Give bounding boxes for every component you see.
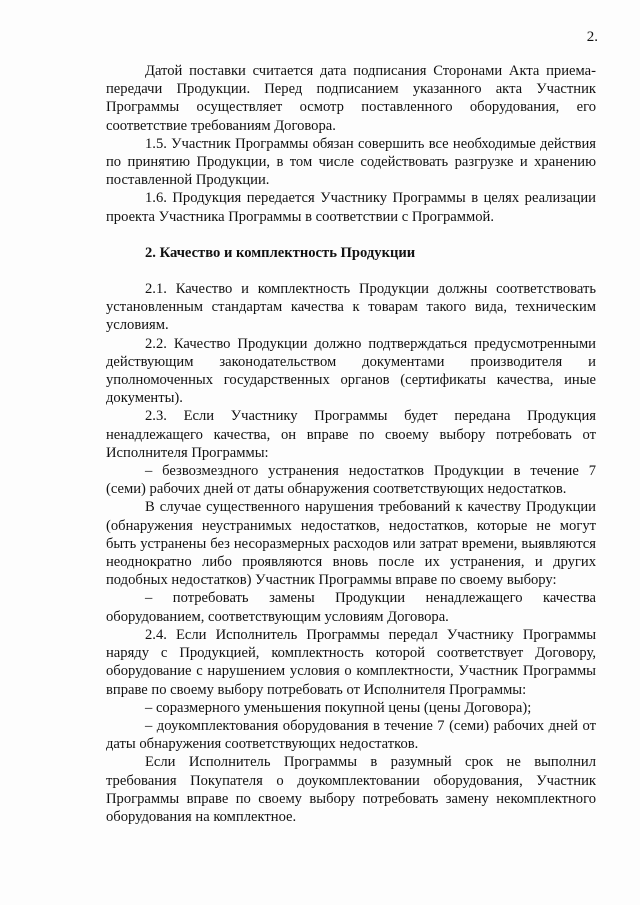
paragraph-1-5: 1.5. Участник Программы обязан совершить все необходимые действия по принятию Продукции, в том числе содействовать разгрузке и хранению поставленной Продукции.	[106, 135, 596, 189]
spacer	[106, 262, 596, 280]
paragraph-replacement-item: – потребовать замены Продукции ненадлежащего качества оборудованием, соответствующим условиям Договора.	[106, 590, 596, 625]
page-number: 2.	[586, 29, 598, 45]
paragraph-2-3: 2.3. Если Участнику Программы будет передана Продукция ненадлежащего качества, он вправе по своему выбору потребовать от Исполнителя Программы:	[106, 408, 596, 461]
paragraph-2-1: 2.1. Качество и комплектность Продукции должны соответствовать установленным стандартам качества к товарам такого вида, техническим условиям.	[106, 281, 596, 334]
paragraph-1-6: 1.6. Продукция передается Участнику Программы в целях реализации проекта Участника Программы в соответствии с Программой.	[106, 190, 596, 225]
paragraph-delivery-date: Датой поставки считается дата подписания Сторонами Акта приема-передачи Продукции. Перед подписанием указанного акта Участник Программы осуществляет осмотр поставленного оборудования, его соответствие требованиям Договора.	[106, 63, 596, 134]
document-body	[106, 62, 596, 826]
paragraph-incomplete-replacement: Если Исполнитель Программы в разумный срок не выполнил требования Покупателя о доукомплектовании оборудования, Участник Программы вправе по своему выбору потребовать замену некомплектного оборудования на комплектное.	[106, 754, 596, 825]
spacer	[106, 226, 596, 244]
paragraph-2-4-item-1: – соразмерного уменьшения покупной цены (цены Договора);	[145, 699, 532, 716]
section-2-heading: 2. Качество и комплектность Продукции	[145, 244, 416, 261]
paragraph-2-4-item-2: – доукомплектования оборудования в течение 7 (семи) рабочих дней от даты обнаружения соответствующих недостатков.	[106, 717, 596, 753]
paragraph-2-4: 2.4. Если Исполнитель Программы передал Участнику Программы наряду с Продукцией, комплектность которой соответствует Договору, оборудование с нарушением условия о комплектности, Участник Программы вправе по своему выбору потребовать от Исполнителя Программы:	[106, 626, 596, 698]
paragraph-2-3-item-1: – безвозмездного устранения недостатков Продукции в течение 7 (семи) рабочих дней от даты обнаружения соответствующих недостатков.	[106, 463, 596, 498]
paragraph-2-2: 2.2. Качество Продукции должно подтверждаться предусмотренными действующим законодательством документами производителя и уполномоченных государственных органов (сертификаты качества, иные документы).	[106, 335, 596, 407]
paragraph-essential-breach: В случае существенного нарушения требований к качеству Продукции (обнаружения неустранимых недостатков, недостатков, которые не могут быть устранены без несоразмерных расходов или затрат времени, выявляются неоднократно либо проявляются вновь после их устранения, и других подобных недостатков) Участник Программы вправе по своему выбору:	[106, 499, 596, 589]
